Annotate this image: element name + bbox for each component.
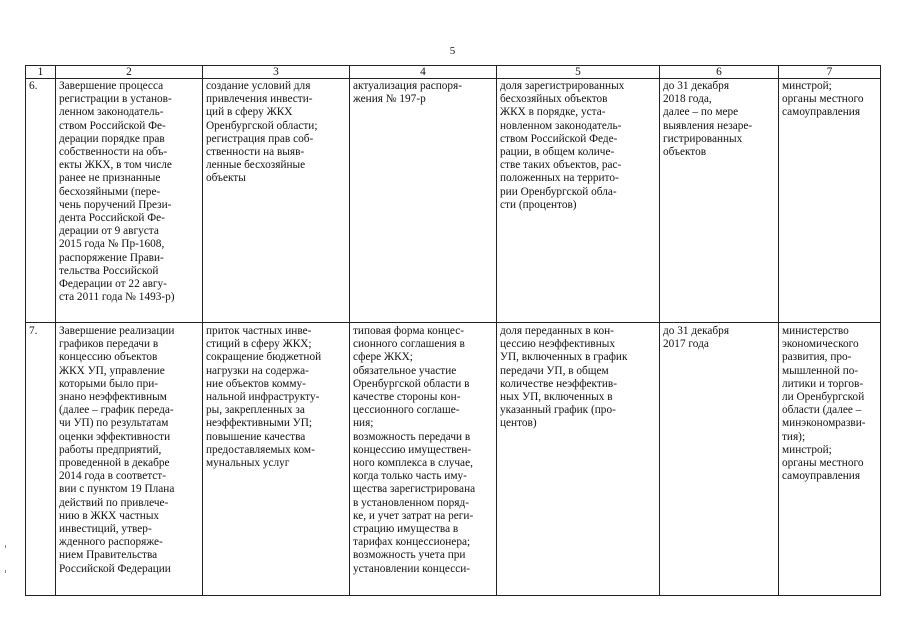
deadline-cell: до 31 декабря 2018 года, далее – по мере выявления незаре- гистрированных объектов	[660, 79, 779, 323]
document-cell: актуализация распоря- жения № 197-р	[350, 79, 497, 323]
column-header: 1	[26, 66, 56, 79]
document-cell: типовая форма концес- сионного соглашения в сфере ЖКХ; обязательное участие Оренбургской области в качестве стороны кон- цессионного соглаше- ния; возможность передачи в концессию имуществен- ного комплекса в случае, когда только часть иму- щества зарегистрирована в установленном поряд- ке, и учет затрат на реги- страцию имущества в тарифах концессионера; возможность учета при установлении концесси-	[350, 323, 497, 596]
column-header: 6	[660, 66, 779, 79]
page-number: 5	[449, 45, 456, 57]
action-plan-table	[25, 65, 881, 596]
responsible-cell: минстрой; органы местного самоуправления	[779, 79, 881, 323]
responsible-cell: министерство экономического развития, про- мышленной по- литики и торгов- ли Оренбургской области (далее – минэкономразви- тия); минстрой; органы местного самоуправления	[779, 323, 881, 596]
table-row	[26, 79, 881, 323]
indicator-cell: доля переданных в кон- цессию неэффективных УП, включенных в график передачи УП, в общем количестве неэффектив- ных УП, включенных в указанный график (про- центов)	[497, 323, 660, 596]
column-number-row	[26, 66, 881, 79]
indicator-cell: доля зарегистрированных бесхозяйных объектов ЖКХ в порядке, уста- новленном законодатель- ством Российской Феде- рации, в общем количе- стве таких объектов, рас- положенных на террито- рии Оренбургской обла- сти (процентов)	[497, 79, 660, 323]
column-header: 5	[497, 66, 660, 79]
table-row	[26, 323, 881, 596]
column-header: 3	[203, 66, 350, 79]
row-number: 7.	[26, 323, 56, 596]
result-cell: приток частных инве- стиций в сферу ЖКХ; сокращение бюджетной нагрузки на содержа- ние объектов комму- нальной инфраструкту- ры, закрепленных за неэффективными УП; повышение качества предоставляемых ком- мунальных услуг	[203, 323, 350, 596]
deadline-cell: до 31 декабря 2017 года	[660, 323, 779, 596]
measure-cell: Завершение процесса регистрации в установ- ленном законодатель- ством Российской Фе- дерации порядке прав собственности на объ- екты ЖКХ, в том числе ранее не признанные бесхозяйными (пере- чень поручений Прези- дента Российской Фе- дерации от 9 августа 2015 года № Пр-1608, распоряжение Прави- тельства Российской Федерации от 22 авгу- ста 2011 года № 1493-р)	[56, 79, 203, 323]
column-header: 2	[56, 66, 203, 79]
result-cell: создание условий для привлечения инвести- ций в сферу ЖКХ Оренбургской области; регистрация прав соб- ственности на выяв- ленные бесхозяйные объекты	[203, 79, 350, 323]
scan-margin-mark	[5, 570, 6, 573]
measure-cell: Завершение реализации графиков передачи в концессию объектов ЖКХ УП, управление которыми было при- знано неэффективным (далее – график переда- чи УП) по результатам оценки эффективности работы предприятий, проведенной в декабре 2014 года в соответст- вии с пунктом 19 Плана действий по привлече- нию в ЖКХ частных инвестиций, утвер- жденного распоряже- нием Правительства Российской Федерации	[56, 323, 203, 596]
row-number: 6.	[26, 79, 56, 323]
scan-margin-mark	[5, 545, 6, 548]
column-header: 4	[350, 66, 497, 79]
column-header: 7	[779, 66, 881, 79]
